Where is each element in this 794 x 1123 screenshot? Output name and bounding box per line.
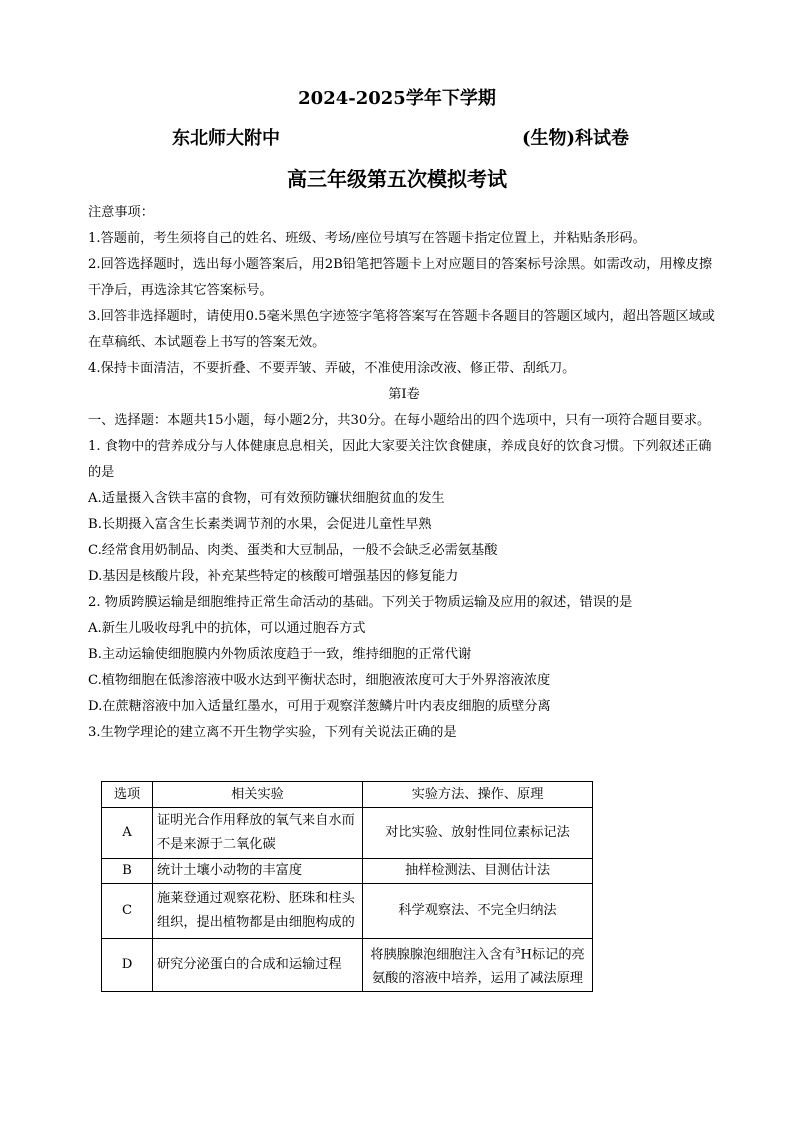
row-option: D bbox=[102, 939, 153, 992]
question-1-option-c: C.经常食用奶制品、肉类、蛋类和大豆制品，一般不会缺乏必需氨基酸 bbox=[88, 543, 498, 558]
table-row bbox=[102, 939, 593, 992]
isotope-superscript: 3 bbox=[515, 946, 521, 955]
notice-item: 3.回答非选择题时，请使用0.5毫米黑色字迹签字笔将答案写在答题卡各题目的答题区域内，超出答题区域或在草稿纸、本试题卷上书写的答案无效。 bbox=[88, 309, 715, 350]
school-name: 东北师大附中 bbox=[172, 128, 280, 149]
question-2-option-d: D.在蔗糖溶液中加入适量红墨水，可用于观察洋葱鳞片叶内表皮细胞的质壁分离 bbox=[88, 699, 551, 714]
row-option: B bbox=[102, 859, 153, 884]
volume-heading: 第Ⅰ卷 bbox=[388, 387, 420, 402]
exam-body bbox=[88, 200, 720, 746]
question-2-option-a: A.新生儿吸收母乳中的抗体，可以通过胞吞方式 bbox=[88, 621, 366, 636]
subject-title: (生物)科试卷 bbox=[522, 128, 630, 149]
table-row bbox=[102, 859, 593, 884]
question-1-stem: 1. 食物中的营养成分与人体健康息息相关，因此大家要关注饮食健康，养成良好的饮食习惯。下列叙述正确的是 bbox=[88, 439, 712, 480]
question-1-option-a: A.适量摄入含铁丰富的食物，可有效预防镰状细胞贫血的发生 bbox=[88, 491, 445, 506]
table-row bbox=[102, 808, 593, 859]
header-option: 选项 bbox=[102, 782, 153, 808]
row-method: 科学观察法、不完全归纳法 bbox=[363, 884, 593, 939]
question-2-stem: 2. 物质跨膜运输是细胞维持正常生命活动的基础。下列关于物质运输及应用的叙述，错误的是 bbox=[88, 595, 633, 610]
row-experiment: 统计土壤小动物的丰富度 bbox=[153, 859, 363, 884]
exam-title: 高三年级第五次模拟考试 bbox=[287, 167, 507, 191]
header-method: 实验方法、操作、原理 bbox=[363, 782, 593, 808]
question-3-stem: 3.生物学理论的建立离不开生物学实验，下列有关说法正确的是 bbox=[88, 725, 457, 740]
notice-item: 4.保持卡面清洁，不要折叠、不要弄皱、弄破，不准使用涂改液、修正带、刮纸刀。 bbox=[88, 361, 576, 376]
question-2-option-b: B.主动运输使细胞膜内外物质浓度趋于一致，维持细胞的正常代谢 bbox=[88, 647, 472, 662]
row-option: C bbox=[102, 884, 153, 939]
notice-item: 1.答题前，考生须将自己的姓名、班级、考场/座位号填写在答题卡指定位置上，并粘贴条形码。 bbox=[88, 231, 646, 246]
row-experiment: 证明光合作用释放的氧气来自水而不是来源于二氧化碳 bbox=[153, 808, 363, 859]
row-method: 对比实验、放射性同位素标记法 bbox=[363, 808, 593, 859]
notice-title: 注意事项： bbox=[88, 205, 154, 220]
section-intro: 一、选择题：本题共15小题，每小题2分，共30分。在每小题给出的四个选项中，只有一项符合题目要求。 bbox=[88, 413, 711, 428]
method-text-post: H标记的亮氨酸的溶液中培养，运用了减法原理 bbox=[372, 947, 585, 987]
row-experiment: 研究分泌蛋白的合成和运输过程 bbox=[153, 939, 363, 992]
term-title: 2024-2025学年下学期 bbox=[298, 88, 496, 109]
table-header-row bbox=[102, 782, 593, 808]
question-2-option-c: C.植物细胞在低渗溶液中吸水达到平衡状态时，细胞液浓度可大于外界溶液浓度 bbox=[88, 673, 551, 688]
method-text-pre: 将胰腺腺泡细胞注入含有 bbox=[370, 947, 516, 963]
table-row bbox=[102, 884, 593, 939]
row-method: 抽样检测法、目测估计法 bbox=[363, 859, 593, 884]
row-option: A bbox=[102, 808, 153, 859]
notice-item: 2.回答选择题时，选出每小题答案后，用2B铅笔把答题卡上对应题目的答案标号涂黑。如需改动，用橡皮擦干净后，再选涂其它答案标号。 bbox=[88, 257, 713, 298]
question-3-table bbox=[101, 781, 593, 992]
header-experiment: 相关实验 bbox=[153, 782, 363, 808]
row-method bbox=[363, 939, 593, 992]
question-1-option-b: B.长期摄入富含生长素类调节剂的水果，会促进儿童性早熟 bbox=[88, 517, 432, 532]
row-experiment: 施莱登通过观察花粉、胚珠和柱头组织，提出植物都是由细胞构成的 bbox=[153, 884, 363, 939]
question-1-option-d: D.基因是核酸片段，补充某些特定的核酸可增强基因的修复能力 bbox=[88, 569, 459, 584]
